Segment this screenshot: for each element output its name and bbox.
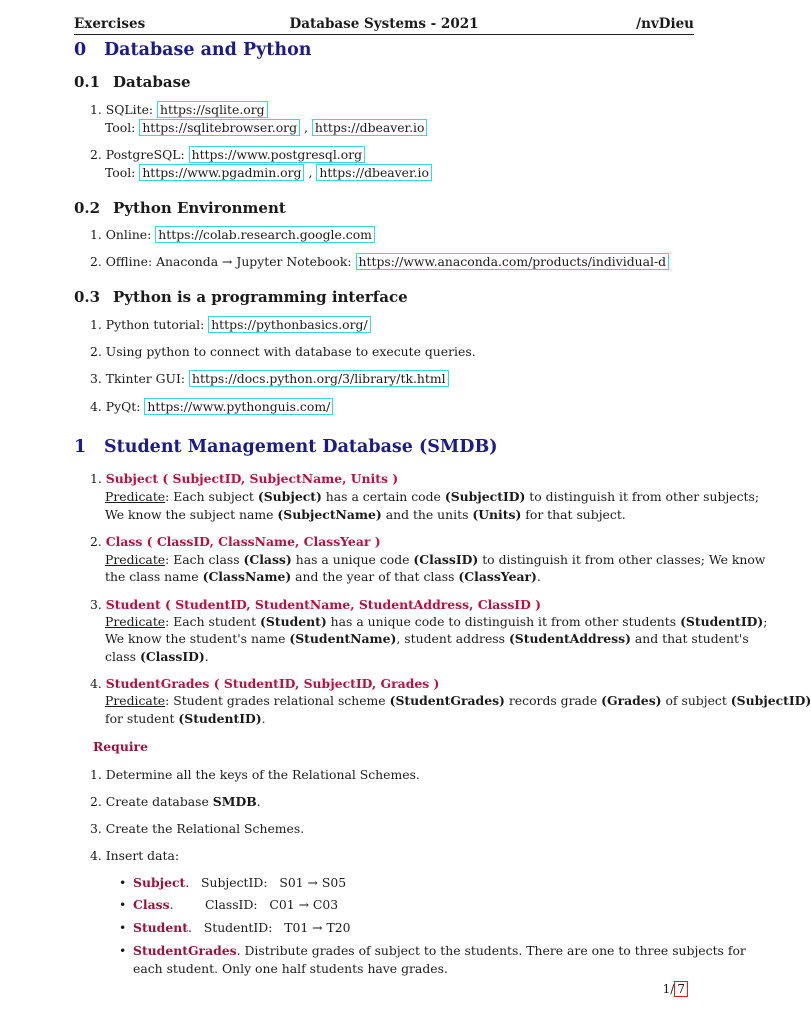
scheme-student-rule: 3. Student ( StudentID, StudentName, StudentAddress, ClassID ) [90,597,542,612]
bullet-studentgrades-line-2: each student. Only one half students have grades. [133,961,448,976]
running-header [74,16,694,34]
total-pages-link[interactable]: 7 [674,981,688,997]
require-item-4: 4. Insert data: [90,848,180,863]
bullet-subject: Subject. SubjectID: S01 → S05 [133,875,347,890]
bullet-glyph: • [119,875,127,890]
anaconda-link[interactable]: https://www.anaconda.com/products/individual-d [356,253,670,270]
scheme-class-rule: 2. Class ( ClassID, ClassName, ClassYear ) [90,534,381,549]
sqlite-tool-line: Tool: https://sqlitebrowser.org , https://dbeaver.io [105,119,427,137]
postgresql-link[interactable]: https://www.postgresql.org [189,146,365,163]
section-0-heading: 0 Database and Python [74,40,312,60]
header-center: Database Systems - 2021 [289,16,479,32]
pythonbasics-link[interactable]: https://pythonbasics.org/ [208,316,370,333]
scheme-student-line-2: We know the student's name (StudentName), student address (StudentAddress) and that student's [105,631,749,646]
tkinter-line: 3. Tkinter GUI: https://docs.python.org/3/library/tk.html [90,370,449,388]
scheme-subject-rule: 1. Subject ( SubjectID, SubjectName, Units ) [90,471,399,486]
python-tutorial-line: 1. Python tutorial: https://pythonbasics.org/ [90,316,371,334]
postgresql-line: 2. PostgreSQL: https://www.postgresql.org [90,146,365,164]
scheme-student-line-3: class (ClassID). [105,649,209,664]
postgresql-tool-line: Tool: https://www.pgadmin.org , https://dbeaver.io [105,164,432,182]
require-item-3: 3. Create the Relational Schemes. [90,821,305,836]
pythonguis-link[interactable]: https://www.pythonguis.com/ [144,398,333,415]
sqlite-line: 1. SQLite: https://sqlite.org [90,101,268,119]
scheme-studentgrades-line-2: for student (StudentID). [105,711,266,726]
pyqt-line: 4. PyQt: https://www.pythonguis.com/ [90,398,333,416]
require-item-1: 1. Determine all the keys of the Relational Schemes. [90,767,420,782]
header-rule [74,34,694,35]
sqlite-link[interactable]: https://sqlite.org [157,101,268,118]
scheme-studentgrades-line-1: Predicate: Student grades relational scheme (StudentGrades) records grade (Grades) of subject (SubjectID) [105,693,811,708]
python-db-line: 2. Using python to connect with database to execute queries. [90,344,476,359]
subsection-0-3-heading: 0.3 Python is a programming interface [74,288,408,306]
page-number: 1/ 7 [663,982,688,996]
require-item-2: 2. Create database SMDB. [90,794,261,809]
header-right: /nvDieu [636,16,694,32]
pgadmin-link[interactable]: https://www.pgadmin.org [139,164,304,181]
scheme-subject-line-1: Predicate: Each subject (Subject) has a certain code (SubjectID) to distinguish it from other subjects; [105,489,760,504]
scheme-class-line-1: Predicate: Each class (Class) has a unique code (ClassID) to distinguish it from other classes; We know [105,552,766,567]
online-line: 1. Online: https://colab.research.google.com [90,226,375,244]
colab-link[interactable]: https://colab.research.google.com [155,226,375,243]
scheme-student-line-1: Predicate: Each student (Student) has a unique code to distinguish it from other students (StudentID); [105,614,768,629]
offline-line: 2. Offline: Anaconda → Jupyter Notebook: https://www.anaconda.com/products/individual-d [90,253,669,271]
bullet-glyph: • [119,943,127,958]
section-1-heading: 1 Student Management Database (SMDB) [74,437,498,457]
bullet-glyph: • [119,897,127,912]
subsection-0-1-heading: 0.1 Database [74,73,191,91]
bullet-studentgrades: StudentGrades. Distribute grades of subject to the students. There are one to three subjects for [133,943,746,958]
bullet-class: Class. ClassID: C01 → C03 [133,897,339,912]
require-heading: Require [93,739,148,754]
scheme-subject-line-2: We know the subject name (SubjectName) and the units (Units) for that subject. [105,507,626,522]
bullet-glyph: • [119,920,127,935]
bullet-student: Student. StudentID: T01 → T20 [133,920,351,935]
scheme-studentgrades-rule: 4. StudentGrades ( StudentID, SubjectID, Grades ) [90,676,440,691]
header-left: Exercises [74,16,146,32]
scheme-class-line-2: the class name (ClassName) and the year of that class (ClassYear). [105,569,541,584]
dbeaver-link-1[interactable]: https://dbeaver.io [312,119,428,136]
sqlitebrowser-link[interactable]: https://sqlitebrowser.org [139,119,300,136]
dbeaver-link-2[interactable]: https://dbeaver.io [316,164,432,181]
subsection-0-2-heading: 0.2 Python Environment [74,199,286,217]
tkinter-link[interactable]: https://docs.python.org/3/library/tk.html [189,370,449,387]
